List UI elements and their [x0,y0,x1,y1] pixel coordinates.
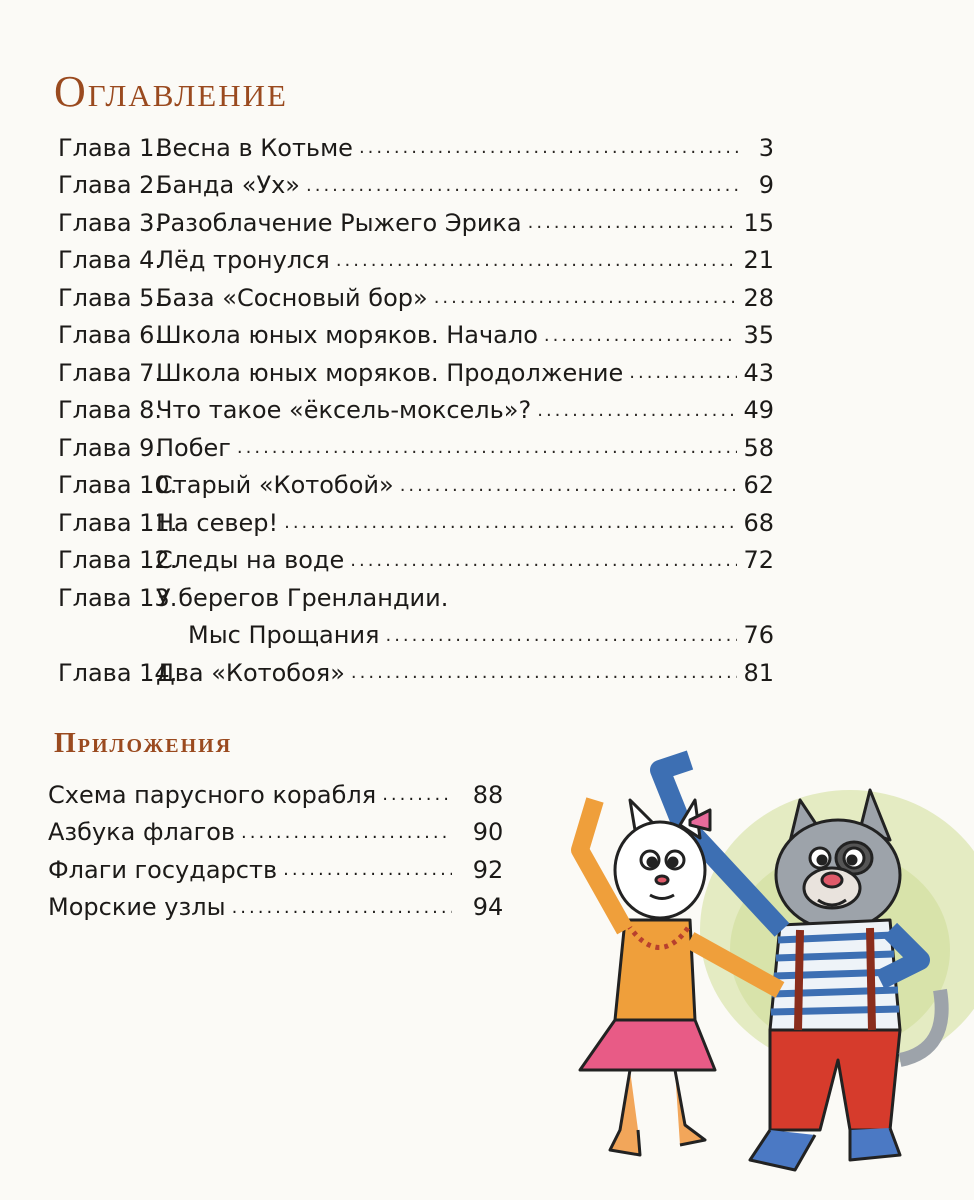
chapter-number: Глава 1. [58,133,163,162]
toc-entry [58,392,774,430]
appendix-entry [48,851,518,889]
page-title: Оглавление [54,67,288,116]
chapter-page: 28 [743,283,774,312]
table-of-contents [58,129,774,692]
chapter-number: Глава 12. [58,546,178,575]
dot-leader [382,784,452,805]
appendix-title: Схема парусного корабля [48,780,377,809]
toc-entry [58,317,774,355]
appendix-page: 94 [472,893,504,922]
chapter-number: Глава 6. [58,321,163,350]
chapter-page: 3 [758,133,774,162]
chapter-title: У берегов Гренландии. [156,583,449,612]
chapter-number: Глава 14. [58,658,178,687]
toc-entry [58,167,774,205]
dot-leader [528,212,738,233]
dot-leader [283,859,452,880]
dot-leader [237,437,738,458]
toc-entry [58,204,774,242]
dot-leader [350,550,737,571]
chapter-title: Лёд тронулся [156,246,330,275]
appendix-page: 90 [472,818,504,847]
appendix-list [48,776,518,926]
dot-leader [537,400,737,421]
chapter-page: 49 [743,396,774,425]
chapter-title-continuation: Мыс Прощания [188,621,380,650]
chapter-title: Следы на воде [156,546,345,575]
chapter-title: Школа юных моряков. Продолжение [156,358,624,387]
appendix-title: Флаги государств [48,855,278,884]
appendix-heading: Приложения [54,728,233,759]
chapter-number: Глава 11. [58,508,178,537]
chapter-page: 81 [743,658,774,687]
chapter-number: Глава 13. [58,583,178,612]
dot-leader [241,822,452,843]
chapter-title: На север! [156,508,279,537]
appendix-page: 92 [472,855,504,884]
chapter-page: 21 [743,246,774,275]
dot-leader [336,250,738,271]
chapter-page: 35 [743,321,774,350]
chapter-number: Глава 10. [58,471,178,500]
chapter-title: Школа юных моряков. Начало [156,321,538,350]
chapter-number: Глава 3. [58,208,163,237]
dot-leader [385,625,737,646]
chapter-page: 72 [743,546,774,575]
chapter-title: База «Сосновый бор» [156,283,428,312]
toc-entry [58,542,774,580]
toc-entry [58,429,774,467]
chapter-title: Весна в Котьме [156,133,353,162]
dot-leader [351,662,738,683]
dot-leader [306,175,740,196]
chapter-number: Глава 9. [58,433,163,462]
chapter-title: Разоблачение Рыжего Эрика [156,208,522,237]
chapter-title: Побег [156,433,231,462]
chapter-page: 9 [758,171,774,200]
toc-entry [58,279,774,317]
dot-leader [232,897,452,918]
chapter-title: Что такое «ёксель-моксель»? [156,396,532,425]
dot-leader [434,287,738,308]
chapter-number: Глава 5. [58,283,163,312]
toc-entry [58,242,774,280]
toc-entry [58,504,774,542]
chapter-page: 58 [743,433,774,462]
toc-entry [58,467,774,505]
dot-leader [400,475,738,496]
appendix-entry [48,776,518,814]
chapter-title: Два «Котобоя» [156,658,345,687]
chapter-page: 43 [743,358,774,387]
chapter-number: Глава 7. [58,358,163,387]
toc-entry [58,129,774,167]
dot-leader [284,512,737,533]
dot-leader [629,362,737,383]
toc-entry [58,579,774,617]
chapter-title: Старый «Котобой» [156,471,394,500]
appendix-title: Азбука флагов [48,818,236,847]
appendix-entry [48,889,518,927]
chapter-number: Глава 2. [58,171,163,200]
chapter-page: 62 [743,471,774,500]
toc-entry [58,654,774,692]
toc-entry-continuation [58,617,774,655]
appendix-title: Морские узлы [48,893,226,922]
toc-entry [58,354,774,392]
chapter-page: 76 [743,621,774,650]
chapter-number: Глава 4. [58,246,163,275]
chapter-number: Глава 8. [58,396,163,425]
dot-leader [544,325,738,346]
two-dancing-cats-icon [520,730,974,1200]
chapter-page: 68 [743,508,774,537]
chapter-page: 15 [743,208,774,237]
appendix-entry [48,814,518,852]
dot-leader [359,137,740,158]
chapter-title: Банда «Ух» [156,171,300,200]
bleed-through-text [730,20,733,34]
appendix-page: 88 [472,780,504,809]
